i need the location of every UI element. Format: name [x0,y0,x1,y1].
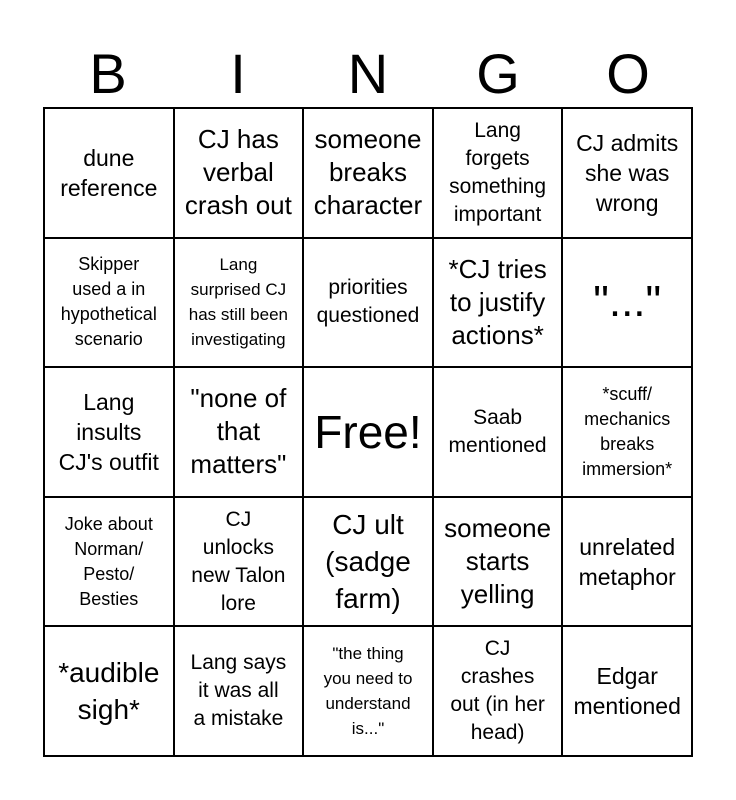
cell-text: priorities questioned [316,276,420,328]
bingo-cell[interactable] [562,238,692,368]
cell-text: CJ unlocks new Talon lore [191,507,286,615]
header-letter-g: G [476,42,520,105]
cell-text: Joke about Norman/ Pesto/ Besties [64,513,153,609]
bingo-cell[interactable] [303,108,433,238]
header-letter-n: N [347,42,389,105]
cell-text: CJ crashes out (in her head) [450,637,545,745]
cell-text: Lang surprised CJ has still been investigating [188,255,288,350]
cell-text: "none of that matters" [190,383,287,480]
bingo-cell[interactable] [174,497,304,627]
bingo-cell[interactable] [433,367,563,497]
bingo-cell[interactable] [174,238,304,368]
bingo-cell[interactable] [44,108,174,238]
bingo-cell-free[interactable] [303,367,433,497]
bingo-cell[interactable] [562,626,692,756]
cell-text: *scuff/ mechanics breaks immersion* [582,383,673,479]
header-letter-b: B [89,42,127,105]
cell-text: Saab mentioned [448,405,547,457]
cell-text: someone breaks character [313,124,423,221]
cell-text: "..." [593,277,662,327]
bingo-cell[interactable] [174,626,304,756]
cell-text: *CJ tries to justify actions* [448,253,547,350]
bingo-grid [43,107,693,757]
bingo-cell[interactable] [44,367,174,497]
bingo-cell[interactable] [562,367,692,497]
bingo-cell[interactable] [433,497,563,627]
cell-text: someone starts yelling [444,513,552,610]
cell-text: unrelated metaphor [578,533,676,590]
cell-text: CJ has verbal crash out [184,124,292,221]
cell-text: Lang says it was all a mistake [190,651,287,731]
bingo-cell[interactable] [44,626,174,756]
cell-text: Skipper used a in hypothetical scenario [60,254,157,350]
bingo-cell[interactable] [303,238,433,368]
cell-text: CJ ult (sadge farm) [325,509,411,615]
bingo-cell[interactable] [44,238,174,368]
bingo-cell[interactable] [303,497,433,627]
bingo-cell[interactable] [562,108,692,238]
header-letter-i: I [230,42,246,105]
cell-text: CJ admits she was wrong [576,129,679,216]
cell-text: Free! [314,405,422,458]
bingo-cell[interactable] [433,108,563,238]
bingo-header [43,40,693,108]
header-letter-o: O [606,42,650,105]
cell-text: *audible sigh* [58,657,160,726]
cell-text: Lang insults CJ's outfit [58,388,159,475]
bingo-cell[interactable] [174,108,304,238]
cell-text: "the thing you need to understand is..." [323,644,413,739]
bingo-cell[interactable] [44,497,174,627]
bingo-cell[interactable] [303,626,433,756]
bingo-cell[interactable] [174,367,304,497]
bingo-cell[interactable] [433,238,563,368]
cell-text: dune reference [60,144,158,201]
bingo-cell[interactable] [562,497,692,627]
bingo-cell[interactable] [433,626,563,756]
cell-text: Lang forgets something important [449,118,547,226]
cell-text: Edgar mentioned [573,663,681,720]
